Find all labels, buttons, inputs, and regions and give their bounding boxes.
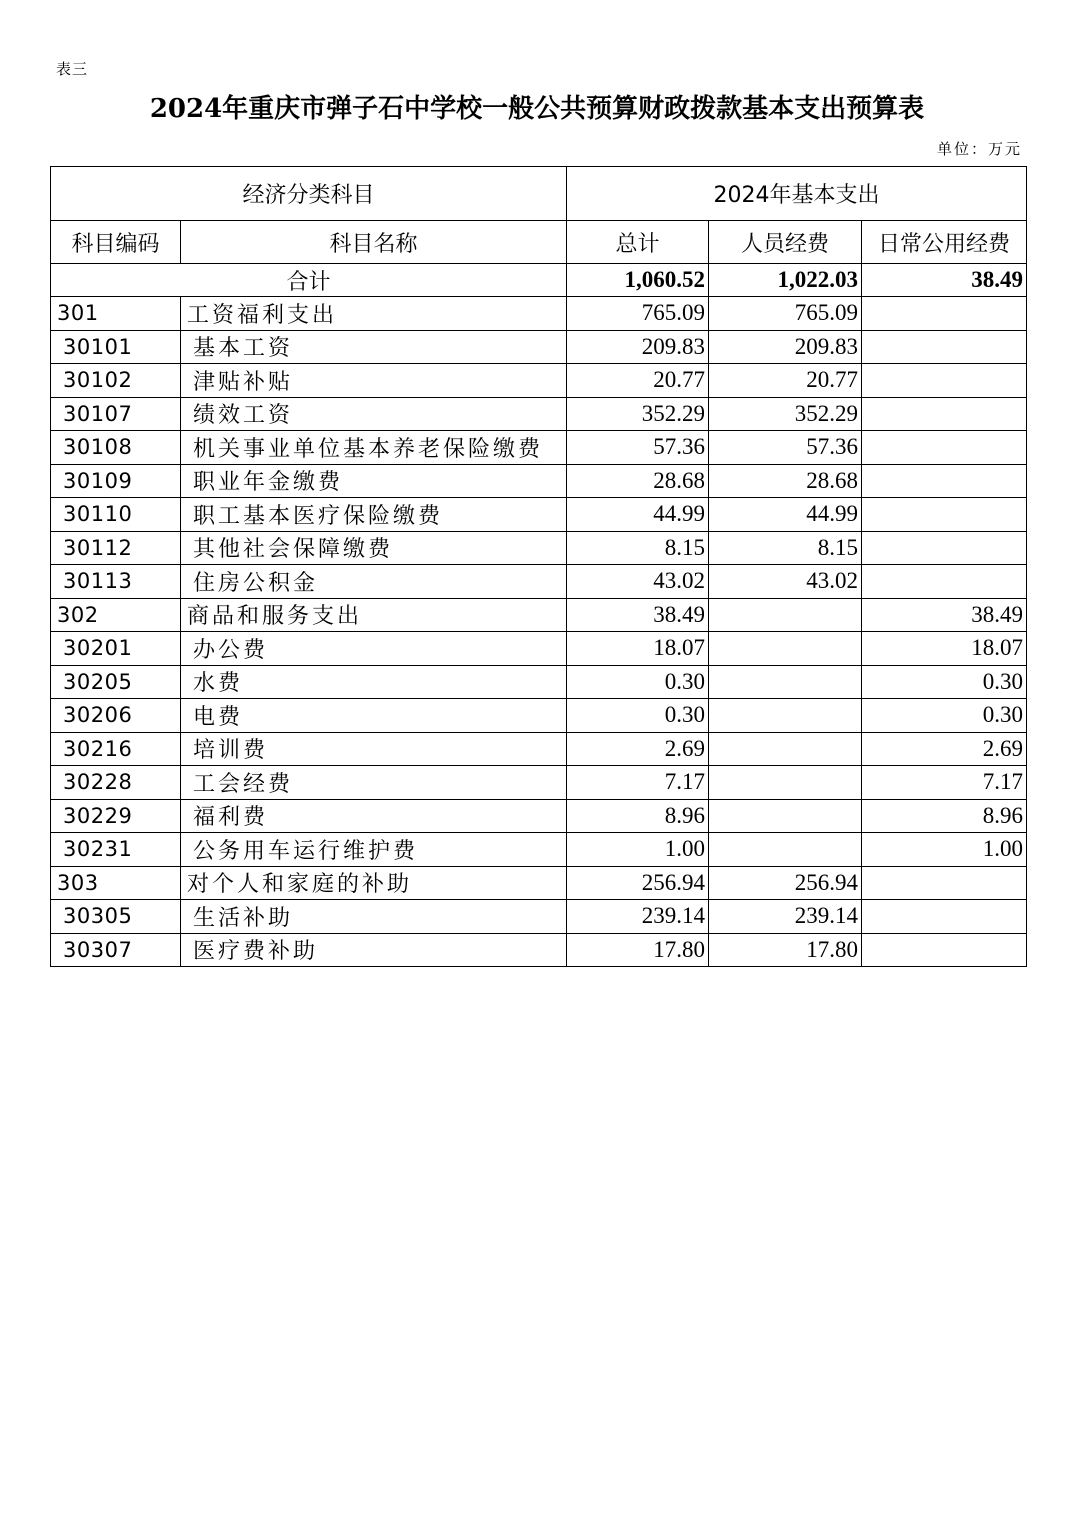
summary-label: 合计 bbox=[51, 264, 567, 297]
row-name: 津贴补贴 bbox=[181, 364, 567, 398]
table-row bbox=[51, 498, 1027, 532]
row-total: 1.00 bbox=[567, 833, 709, 867]
header-personnel: 人员经费 bbox=[709, 221, 862, 264]
table-row bbox=[51, 364, 1027, 398]
summary-total: 1,060.52 bbox=[567, 264, 709, 297]
row-name: 住房公积金 bbox=[181, 565, 567, 599]
row-personnel bbox=[709, 766, 862, 800]
row-total: 0.30 bbox=[567, 699, 709, 733]
table-number: 表三 bbox=[56, 60, 89, 78]
row-public: 18.07 bbox=[862, 632, 1027, 666]
row-public bbox=[862, 297, 1027, 331]
row-total: 2.69 bbox=[567, 732, 709, 766]
row-code: 301 bbox=[51, 297, 181, 331]
row-code: 30305 bbox=[51, 900, 181, 934]
row-name: 基本工资 bbox=[181, 330, 567, 364]
document-title: 2024年重庆市弹子石中学校一般公共预算财政拨款基本支出预算表 bbox=[149, 94, 925, 124]
row-personnel: 17.80 bbox=[709, 933, 862, 967]
row-personnel: 256.94 bbox=[709, 866, 862, 900]
row-personnel: 8.15 bbox=[709, 531, 862, 565]
row-total: 8.15 bbox=[567, 531, 709, 565]
budget-table bbox=[50, 166, 1027, 967]
header-total: 总计 bbox=[567, 221, 709, 264]
row-name: 福利费 bbox=[181, 799, 567, 833]
table-row bbox=[51, 665, 1027, 699]
header-econ-class: 经济分类科目 bbox=[51, 167, 567, 221]
summary-personnel: 1,022.03 bbox=[709, 264, 862, 297]
row-name: 机关事业单位基本养老保险缴费 bbox=[181, 431, 567, 465]
row-name: 工资福利支出 bbox=[181, 297, 567, 331]
row-public bbox=[862, 364, 1027, 398]
table-row bbox=[51, 397, 1027, 431]
table-row bbox=[51, 933, 1027, 967]
row-public bbox=[862, 531, 1027, 565]
row-name: 对个人和家庭的补助 bbox=[181, 866, 567, 900]
row-personnel: 209.83 bbox=[709, 330, 862, 364]
row-personnel: 44.99 bbox=[709, 498, 862, 532]
row-total: 38.49 bbox=[567, 598, 709, 632]
table-row bbox=[51, 632, 1027, 666]
table-row bbox=[51, 900, 1027, 934]
row-code: 30113 bbox=[51, 565, 181, 599]
row-total: 20.77 bbox=[567, 364, 709, 398]
row-public bbox=[862, 933, 1027, 967]
table-row bbox=[51, 565, 1027, 599]
table-row bbox=[51, 531, 1027, 565]
summary-row bbox=[51, 264, 1027, 297]
row-total: 0.30 bbox=[567, 665, 709, 699]
row-name: 工会经费 bbox=[181, 766, 567, 800]
table-row bbox=[51, 464, 1027, 498]
row-personnel: 20.77 bbox=[709, 364, 862, 398]
row-total: 239.14 bbox=[567, 900, 709, 934]
row-total: 7.17 bbox=[567, 766, 709, 800]
row-total: 17.80 bbox=[567, 933, 709, 967]
row-name: 培训费 bbox=[181, 732, 567, 766]
row-name: 职工基本医疗保险缴费 bbox=[181, 498, 567, 532]
row-total: 765.09 bbox=[567, 297, 709, 331]
row-personnel bbox=[709, 732, 862, 766]
row-code: 30102 bbox=[51, 364, 181, 398]
row-code: 302 bbox=[51, 598, 181, 632]
row-name: 生活补助 bbox=[181, 900, 567, 934]
row-public bbox=[862, 565, 1027, 599]
row-name: 公务用车运行维护费 bbox=[181, 833, 567, 867]
row-code: 30108 bbox=[51, 431, 181, 465]
table-row bbox=[51, 699, 1027, 733]
row-personnel: 352.29 bbox=[709, 397, 862, 431]
header-row-top bbox=[51, 167, 1027, 221]
row-total: 44.99 bbox=[567, 498, 709, 532]
row-code: 30231 bbox=[51, 833, 181, 867]
row-public bbox=[862, 397, 1027, 431]
row-personnel bbox=[709, 833, 862, 867]
row-public bbox=[862, 330, 1027, 364]
row-code: 30307 bbox=[51, 933, 181, 967]
row-public: 2.69 bbox=[862, 732, 1027, 766]
row-code: 30107 bbox=[51, 397, 181, 431]
row-personnel: 28.68 bbox=[709, 464, 862, 498]
row-name: 电费 bbox=[181, 699, 567, 733]
table-row bbox=[51, 297, 1027, 331]
row-name: 办公费 bbox=[181, 632, 567, 666]
row-name: 医疗费补助 bbox=[181, 933, 567, 967]
row-name: 职业年金缴费 bbox=[181, 464, 567, 498]
row-code: 30216 bbox=[51, 732, 181, 766]
row-total: 18.07 bbox=[567, 632, 709, 666]
row-personnel bbox=[709, 665, 862, 699]
row-total: 209.83 bbox=[567, 330, 709, 364]
row-total: 28.68 bbox=[567, 464, 709, 498]
row-public: 0.30 bbox=[862, 699, 1027, 733]
row-code: 30109 bbox=[51, 464, 181, 498]
row-code: 30112 bbox=[51, 531, 181, 565]
row-code: 30228 bbox=[51, 766, 181, 800]
row-personnel: 239.14 bbox=[709, 900, 862, 934]
table-row bbox=[51, 431, 1027, 465]
summary-public: 38.49 bbox=[862, 264, 1027, 297]
row-personnel bbox=[709, 699, 862, 733]
row-code: 30101 bbox=[51, 330, 181, 364]
header-row-sub bbox=[51, 221, 1027, 264]
row-total: 256.94 bbox=[567, 866, 709, 900]
row-code: 30205 bbox=[51, 665, 181, 699]
row-public bbox=[862, 498, 1027, 532]
row-total: 352.29 bbox=[567, 397, 709, 431]
row-personnel: 43.02 bbox=[709, 565, 862, 599]
row-public bbox=[862, 866, 1027, 900]
row-total: 8.96 bbox=[567, 799, 709, 833]
row-public: 8.96 bbox=[862, 799, 1027, 833]
table-row bbox=[51, 833, 1027, 867]
row-public bbox=[862, 431, 1027, 465]
row-personnel: 57.36 bbox=[709, 431, 862, 465]
row-personnel: 765.09 bbox=[709, 297, 862, 331]
header-code: 科目编码 bbox=[51, 221, 181, 264]
row-public: 0.30 bbox=[862, 665, 1027, 699]
row-name: 商品和服务支出 bbox=[181, 598, 567, 632]
header-public: 日常公用经费 bbox=[862, 221, 1027, 264]
row-personnel bbox=[709, 799, 862, 833]
row-public bbox=[862, 900, 1027, 934]
row-total: 57.36 bbox=[567, 431, 709, 465]
row-code: 30110 bbox=[51, 498, 181, 532]
table-row bbox=[51, 330, 1027, 364]
row-code: 30206 bbox=[51, 699, 181, 733]
row-name: 绩效工资 bbox=[181, 397, 567, 431]
row-personnel bbox=[709, 632, 862, 666]
row-public bbox=[862, 464, 1027, 498]
row-code: 30229 bbox=[51, 799, 181, 833]
row-code: 303 bbox=[51, 866, 181, 900]
row-total: 43.02 bbox=[567, 565, 709, 599]
header-name: 科目名称 bbox=[181, 221, 567, 264]
table-row bbox=[51, 866, 1027, 900]
row-public: 38.49 bbox=[862, 598, 1027, 632]
table-row bbox=[51, 766, 1027, 800]
row-public: 7.17 bbox=[862, 766, 1027, 800]
unit-label: 单位：万元 bbox=[936, 140, 1022, 158]
table-row bbox=[51, 799, 1027, 833]
row-personnel bbox=[709, 598, 862, 632]
row-name: 其他社会保障缴费 bbox=[181, 531, 567, 565]
table-row bbox=[51, 732, 1027, 766]
header-year-expense: 2024年基本支出 bbox=[567, 167, 1027, 221]
row-public: 1.00 bbox=[862, 833, 1027, 867]
row-code: 30201 bbox=[51, 632, 181, 666]
row-name: 水费 bbox=[181, 665, 567, 699]
table-row bbox=[51, 598, 1027, 632]
